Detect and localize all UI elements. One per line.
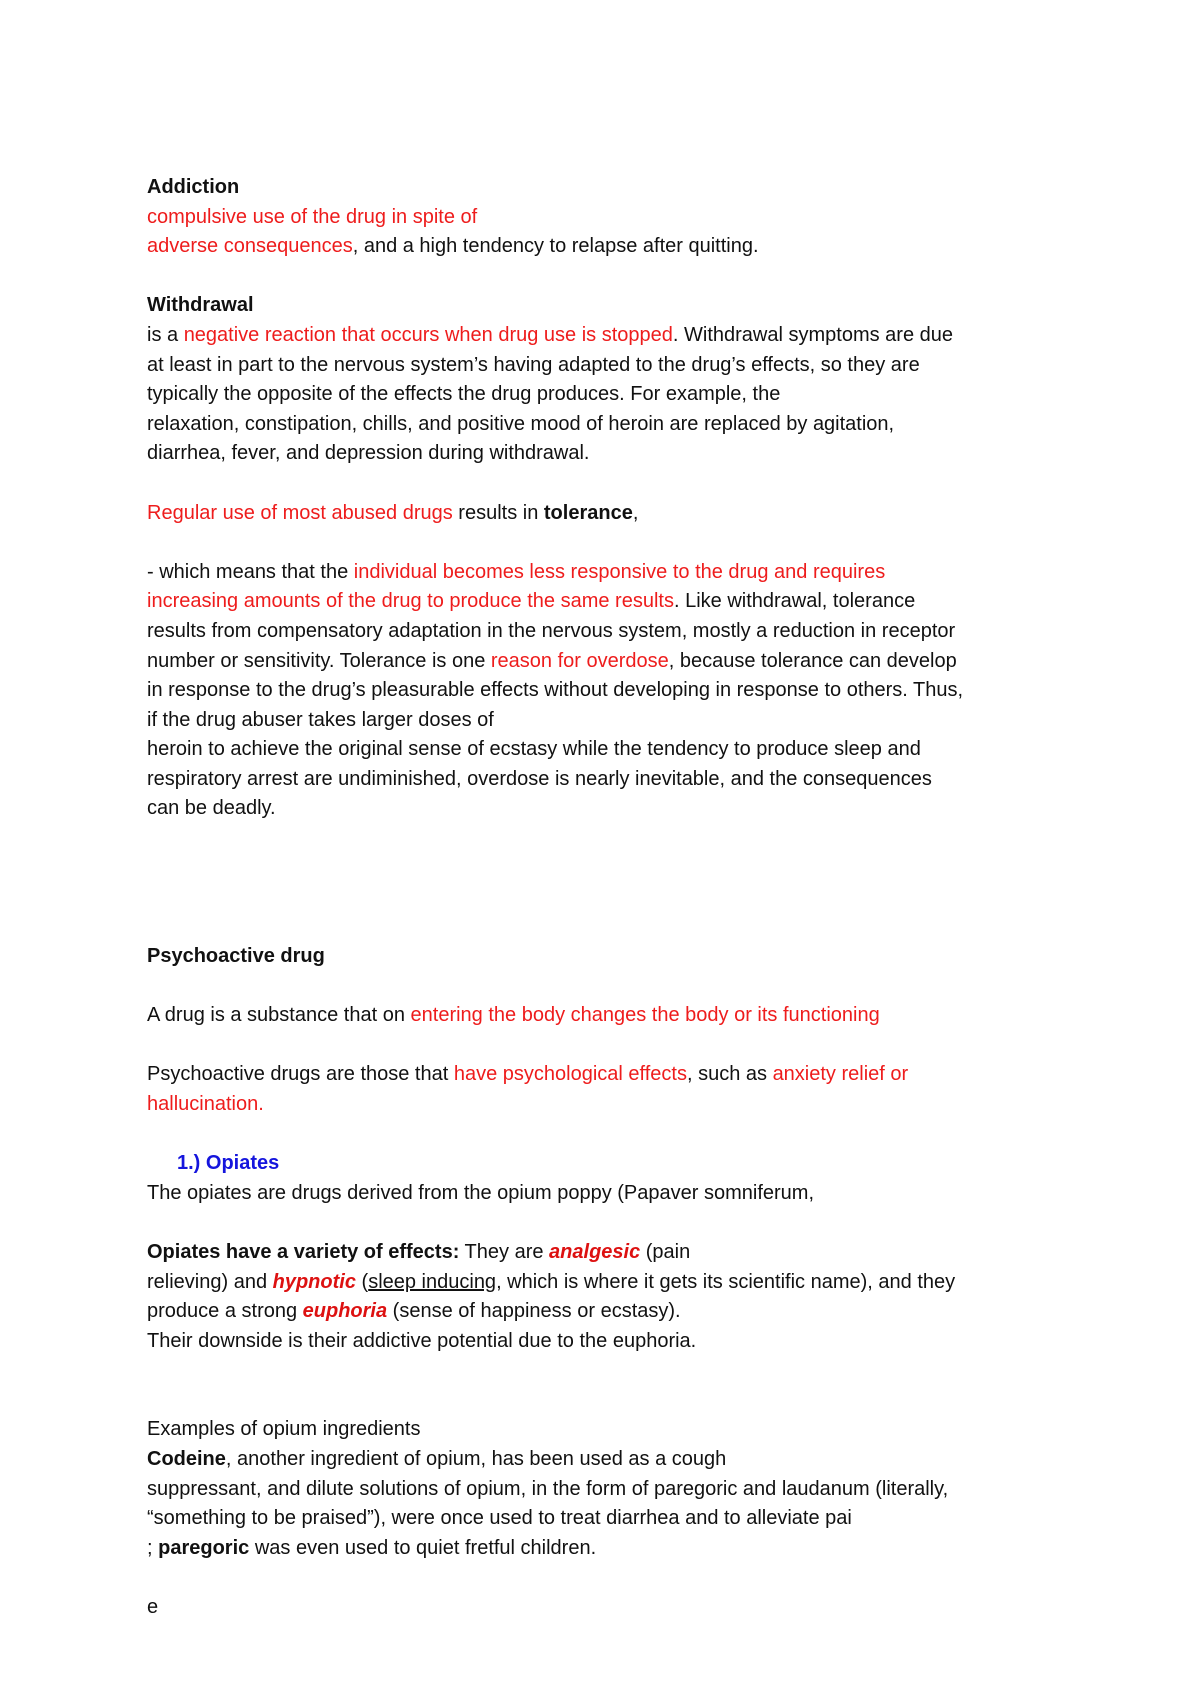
examples-line-5: e [147, 1595, 159, 1618]
tolerance-text: , [632, 501, 639, 524]
opiates-effects-line-1 [147, 1238, 1077, 1268]
withdrawal-line-1 [147, 321, 1077, 351]
tolerance-text: , because tolerance can develop [668, 649, 957, 672]
codeine-term: Codeine [147, 1447, 226, 1470]
effects-term: hypnotic [272, 1270, 356, 1293]
addiction-line-1: compulsive use of the drug in spite of [147, 205, 478, 228]
tolerance-highlight: individual becomes less responsive to the drug and requires [353, 560, 886, 583]
opiates-intro: The opiates are drugs derived from the opium poppy (Papaver somniferum, [147, 1181, 815, 1204]
opiates-effects-line-3 [147, 1297, 1077, 1327]
effects-text: ( [355, 1270, 369, 1293]
withdrawal-text: . Withdrawal symptoms are due [672, 323, 953, 346]
definition-text: A drug is a substance that on [147, 1004, 411, 1027]
opiates-effects-line-2 [147, 1268, 1077, 1298]
tolerance-intro [147, 499, 1077, 529]
examples-line-3: “something to be praised”), were once used to treat diarrhea and to alleviate pai [147, 1507, 852, 1530]
opiates-heading [147, 1149, 1077, 1179]
tolerance-line-9: can be deadly. [147, 797, 276, 820]
document-page [147, 173, 1077, 1623]
withdrawal-highlight: negative reaction that occurs when drug use is stopped [183, 323, 673, 346]
withdrawal-line-2: at least in part to the nervous system’s having adapted to the drug’s effects, so they are [147, 353, 920, 376]
opiates-number: 1.) [177, 1152, 201, 1175]
examples-line-2: suppressant, and dilute solutions of opium, in the form of paregoric and laudanum (literally, [147, 1477, 949, 1500]
psychoactive-definition-line-2: hallucination. [147, 1093, 264, 1116]
withdrawal-text: is a [147, 323, 184, 346]
definition-highlight: entering the body changes the body or its functioning [410, 1004, 880, 1027]
tolerance-highlight: reason for overdose [490, 649, 669, 672]
withdrawal-heading: Withdrawal [147, 294, 254, 317]
tolerance-text: number or sensitivity. Tolerance is one [147, 649, 491, 672]
psychoactive-definition-line-1 [147, 1060, 1077, 1090]
psychoactive-heading: Psychoactive drug [147, 945, 325, 968]
effects-term: analgesic [549, 1241, 641, 1263]
effects-text: relieving) and [147, 1270, 273, 1293]
addiction-highlight: adverse consequences [147, 235, 353, 258]
effects-text: They are [459, 1241, 550, 1263]
tolerance-line-8: respiratory arrest are undiminished, overdose is nearly inevitable, and the consequences [147, 767, 932, 790]
drug-definition [147, 1001, 1077, 1031]
definition-highlight: anxiety relief or [772, 1063, 909, 1086]
tolerance-line-2 [147, 587, 1077, 617]
addiction-text: , and a high tendency to relapse after quitting. [352, 235, 759, 258]
examples-text: ; [147, 1536, 159, 1559]
tolerance-highlight: increasing amounts of the drug to produce the same results [147, 590, 674, 613]
effects-text: , which is where it gets its scientific name), and they [496, 1270, 956, 1293]
addiction-heading: Addiction [147, 176, 240, 198]
tolerance-text: - which means that the [147, 560, 354, 583]
examples-heading: Examples of opium ingredients [147, 1418, 421, 1441]
tolerance-line-3: results from compensatory adaptation in the nervous system, mostly a reduction in receptor [147, 619, 956, 642]
addiction-line-2 [147, 232, 1077, 262]
tolerance-text: . Like withdrawal, tolerance [673, 590, 916, 613]
effects-underline: sleep inducing [368, 1270, 497, 1293]
definition-text: , such as [686, 1063, 773, 1086]
examples-text: , another ingredient of opium, has been used as a cough [225, 1447, 727, 1470]
examples-line-1 [147, 1445, 1077, 1475]
tolerance-line-4 [147, 647, 1077, 677]
examples-text: was even used to quiet fretful children. [249, 1536, 597, 1559]
definition-text: Psychoactive drugs are those that [147, 1063, 454, 1086]
definition-highlight: have psychological effects [453, 1063, 687, 1086]
effects-lead: Opiates have a variety of effects: [147, 1241, 460, 1263]
effects-text: (pain [640, 1241, 691, 1263]
tolerance-term: tolerance [543, 501, 633, 524]
tolerance-line-7: heroin to achieve the original sense of ecstasy while the tendency to produce sleep and [147, 738, 921, 761]
withdrawal-line-4: relaxation, constipation, chills, and positive mood of heroin are replaced by agitation, [147, 412, 895, 435]
paregoric-term: paregoric [158, 1536, 250, 1559]
tolerance-line-6: if the drug abuser takes larger doses of [147, 708, 494, 731]
effects-text: (sense of happiness or ecstasy). [387, 1300, 681, 1323]
tolerance-line-5: in response to the drug’s pleasurable effects without developing in response to others. Thus, [147, 679, 964, 702]
tolerance-line-1 [147, 558, 1077, 588]
tolerance-text: results in [452, 501, 544, 524]
opiates-effects-line-4: Their downside is their addictive potential due to the euphoria. [147, 1329, 697, 1352]
opiates-title: Opiates [205, 1152, 280, 1175]
examples-line-4 [147, 1534, 1077, 1564]
effects-term: euphoria [302, 1300, 388, 1323]
withdrawal-line-5: diarrhea, fever, and depression during withdrawal. [147, 442, 590, 465]
tolerance-highlight: Regular use of most abused drugs [147, 501, 453, 524]
effects-text: produce a strong [147, 1300, 303, 1323]
withdrawal-line-3: typically the opposite of the effects the drug produces. For example, the [147, 383, 781, 406]
